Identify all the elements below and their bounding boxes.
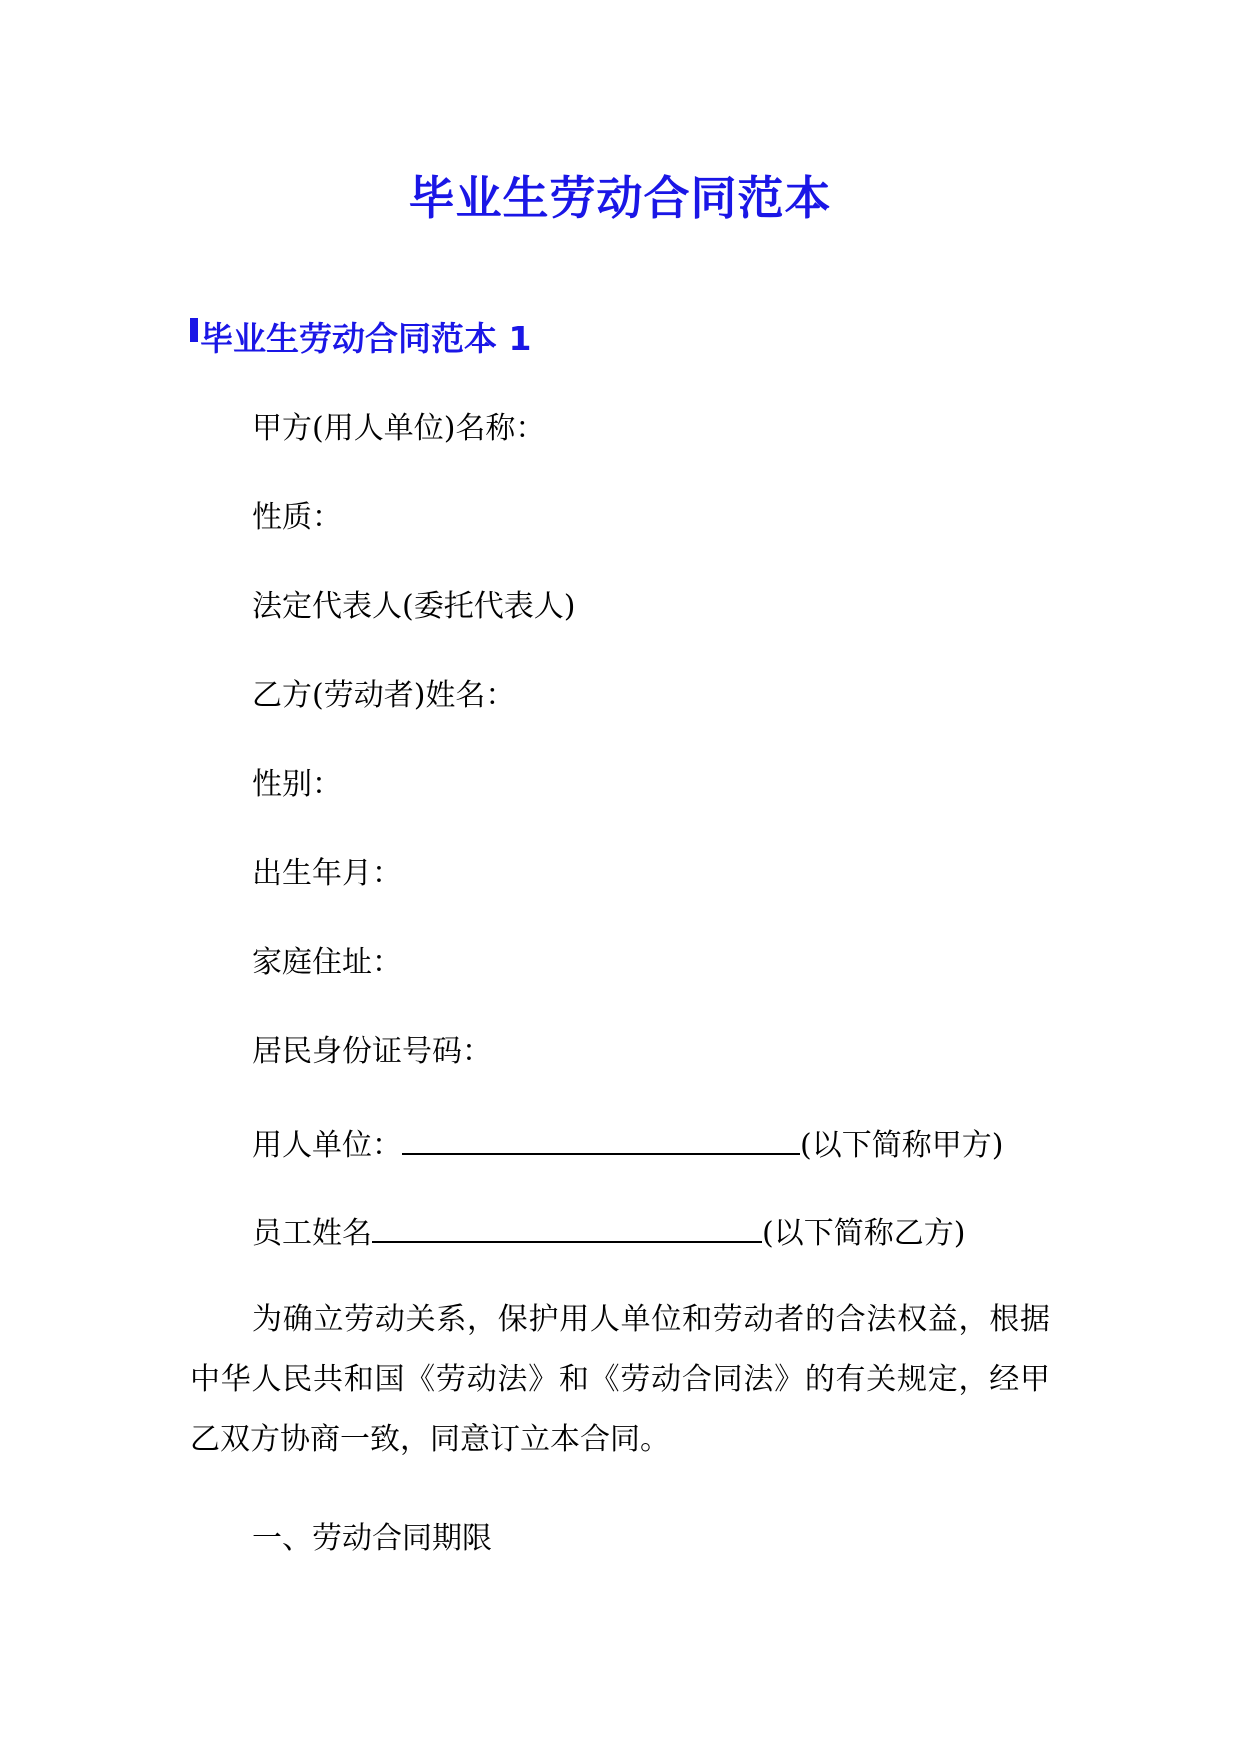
employee-line-label: 员工姓名 xyxy=(252,1216,372,1251)
clause-1-heading: 一、劳动合同期限 xyxy=(252,1521,492,1556)
field-nature: 性质： xyxy=(252,500,342,535)
field-id-number: 居民身份证号码： xyxy=(252,1034,492,1069)
employer-line xyxy=(252,1119,1003,1168)
employer-line-suffix: (以下简称甲方) xyxy=(800,1128,1004,1163)
section-heading: 毕业生劳动合同范本 1 xyxy=(200,319,532,358)
field-employee-name: 乙方(劳动者)姓名： xyxy=(252,678,516,713)
field-gender: 性别： xyxy=(252,767,342,802)
preamble-paragraph: 为确立劳动关系，保护用人单位和劳动者的合法权益，根据中华人民共和国《劳动法》和《劳动合同法》的有关规定，经甲乙双方协商一致，同意订立本合同。 xyxy=(190,1302,1050,1457)
employee-line xyxy=(252,1207,965,1256)
page-title: 毕业生劳动合同范本 xyxy=(408,171,832,225)
field-employer-name: 甲方(用人单位)名称： xyxy=(252,411,546,446)
employer-blank xyxy=(402,1119,800,1155)
heading-marker xyxy=(190,318,198,342)
field-birth-date: 出生年月： xyxy=(252,856,402,891)
employee-line-suffix: (以下简称乙方) xyxy=(762,1216,966,1251)
field-home-address: 家庭住址： xyxy=(252,945,402,980)
employee-blank xyxy=(372,1207,762,1243)
employer-line-label: 用人单位： xyxy=(252,1128,402,1163)
field-legal-representative: 法定代表人(委托代表人) xyxy=(252,589,576,624)
